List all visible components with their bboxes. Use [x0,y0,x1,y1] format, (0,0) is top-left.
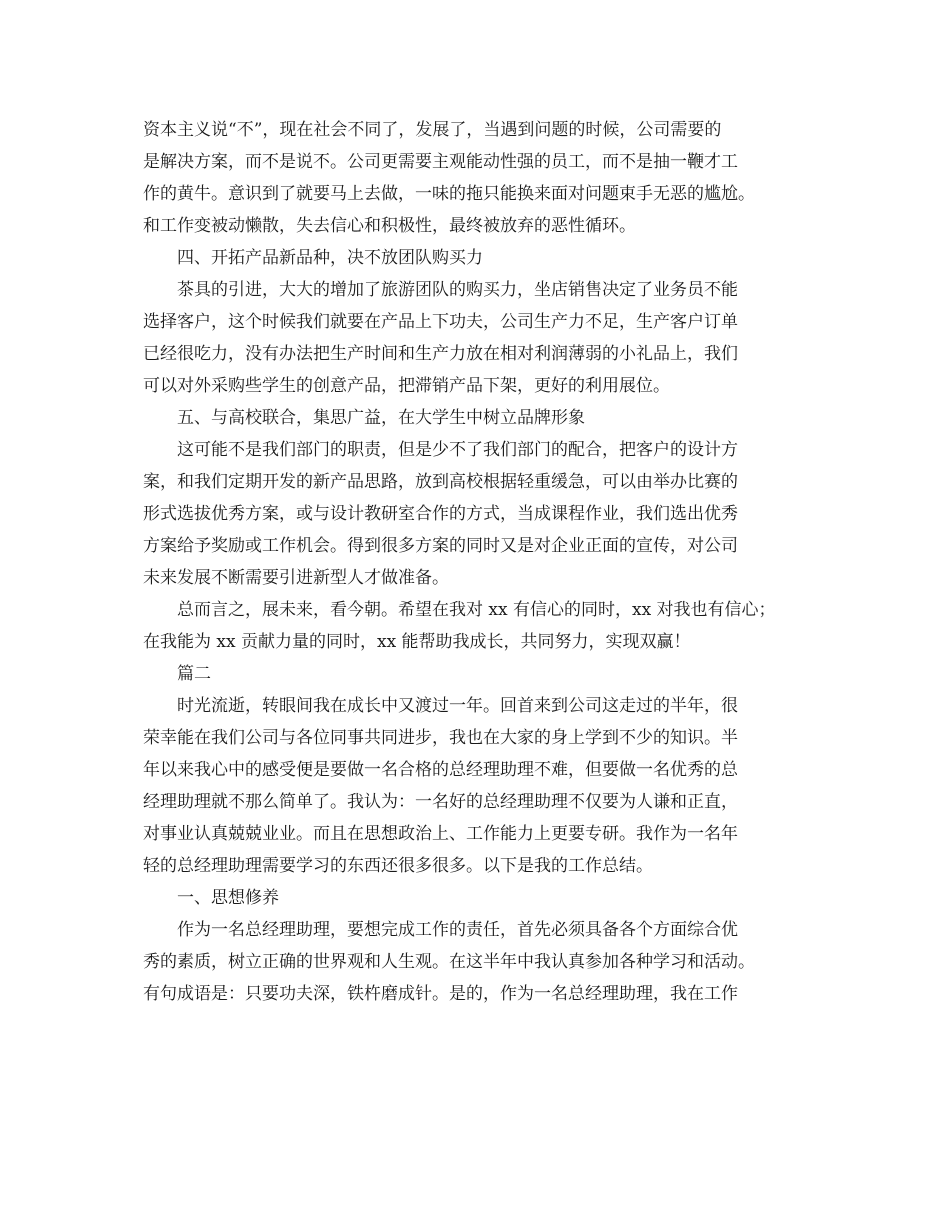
text-line: 已经很吃力，没有办法把生产时间和生产力放在相对利润薄弱的小礼品上，我们 [143,344,738,364]
text-line: 秀的素质，树立正确的世界观和人生观。在这半年中我认真参加各种学习和活动。 [143,952,755,972]
text-line: 资本主义说“不”，现在社会不同了，发展了，当遇到问题的时候，公司需要的 [143,120,722,140]
text-line: 总而言之，展未来，看今朝。希望在我对 xx 有信心的同时，xx 对我也有信心； [177,600,776,620]
text-line: 年以来我心中的感受便是要做一名合格的总经理助理不难，但要做一名优秀的总 [143,760,738,780]
text-line: 轻的总经理助理需要学习的东西还很多很多。以下是我的工作总结。 [143,856,653,876]
text-line: 茶具的引进，大大的增加了旅游团队的购买力，坐店销售决定了业务员不能 [177,280,738,300]
text-line: 未来发展不断需要引进新型人才做准备。 [143,568,449,588]
text-line: 案，和我们定期开发的新产品思路，放到高校根据轻重缓急，可以由举办比赛的 [143,472,738,492]
text-line: 是解决方案，而不是说不。公司更需要主观能动性强的员工，而不是抽一鞭才工 [143,152,738,172]
text-line: 方案给予奖励或工作机会。得到很多方案的同时又是对企业正面的宣传，对公司 [143,536,738,556]
text-line: 作的黄牛。意识到了就要马上去做，一味的拖只能换来面对问题束手无恶的尴尬。 [143,184,755,204]
text-line: 作为一名总经理助理，要想完成工作的责任，首先必须具备各个方面综合优 [177,920,738,940]
document-page [143,114,813,1010]
text-line: 有句成语是：只要功夫深，铁杵磨成针。是的，作为一名总经理助理，我在工作 [143,984,738,1004]
text-line: 这可能不是我们部门的职责，但是少不了我们部门的配合，把客户的设计方 [177,440,738,460]
section-heading: 篇二 [177,664,211,684]
text-line: 荣幸能在我们公司与各位同事共同进步，我也在大家的身上学到不少的知识。半 [143,728,738,748]
text-line: 对事业认真兢兢业业。而且在思想政治上、工作能力上更要专研。我作为一名年 [143,824,738,844]
text-line: 在我能为 xx 贡献力量的同时，xx 能帮助我成长，共同努力，实现双赢！ [143,632,691,652]
section-heading: 五、与高校联合，集思广益，在大学生中树立品牌形象 [177,408,585,428]
text-line: 形式选拔优秀方案，或与设计教研室合作的方式，当成课程作业，我们选出优秀 [143,504,738,524]
text-line: 和工作变被动懒散，失去信心和积极性，最终被放弃的恶性循环。 [143,216,636,236]
text-line: 可以对外采购些学生的创意产品，把滞销产品下架，更好的利用展位。 [143,376,670,396]
section-heading: 四、开拓产品新品种，决不放团队购买力 [177,248,483,268]
text-line: 经理助理就不那么简单了。我认为：一名好的总经理助理不仅要为人谦和正直， [143,792,738,812]
text-line: 选择客户，这个时候我们就要在产品上下功夫，公司生产力不足，生产客户订单 [143,312,738,332]
text-line: 时光流逝，转眼间我在成长中又渡过一年。回首来到公司这走过的半年，很 [177,696,738,716]
section-heading: 一、思想修养 [177,888,279,908]
